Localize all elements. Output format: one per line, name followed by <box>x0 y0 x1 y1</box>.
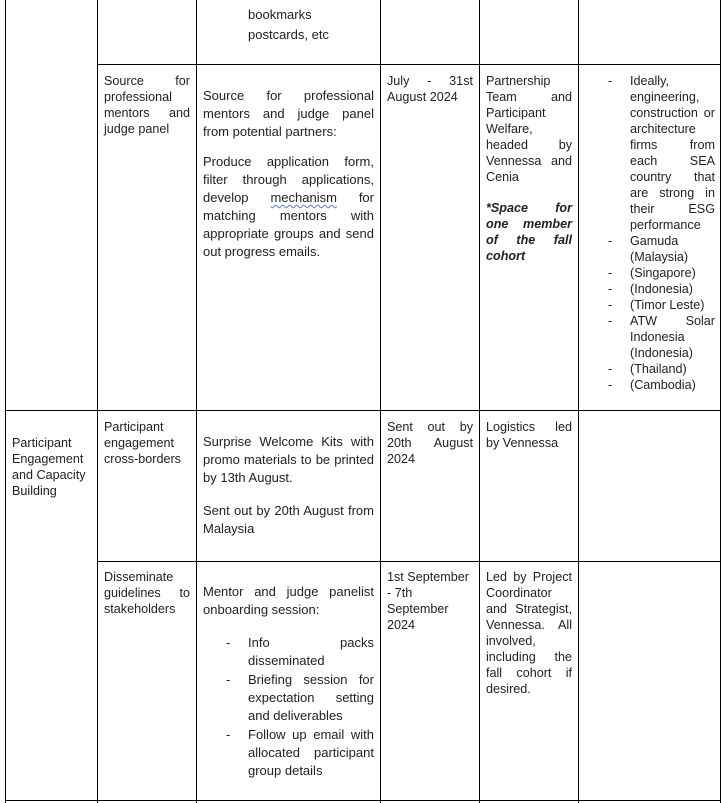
list-item: - Gamuda (Malaysia) <box>606 233 715 265</box>
row1-owner-note: *Space for one member of the fall cohort <box>486 201 572 263</box>
row3-owner: Led by Project Coordinator and Strategist, Vennessa. All involved, including the fall cohort if desired. <box>486 570 572 696</box>
list-item: - (Cambodia) <box>606 377 715 393</box>
list-item: - Briefing session for expectation setting and deliverables <box>203 671 374 725</box>
row1-owner: Partnership Team and Participant Welfare, headed by Vennessa and Cenia <box>486 74 572 184</box>
row2-owner: Logistics led by Vennessa <box>486 420 572 450</box>
list-item: - (Timor Leste) <box>606 297 715 313</box>
list-item: - (Indonesia) <box>606 281 715 297</box>
row2-plan-p2: Sent out by 20th August from Malaysia <box>203 503 374 536</box>
row3-plan-cell <box>203 583 374 780</box>
list-item: - Ideally, engineering, construction or architecture firms from each SEA country that are strong in their ESG performance <box>606 73 715 233</box>
row-divider <box>5 410 721 411</box>
row1-plan-p1: Source for professional mentors and judge panel from potential partners: <box>203 88 374 139</box>
plan-text: Produce application form, filter through applications, develop <box>203 154 374 205</box>
row3-activity: Disseminate guidelines to stakeholders <box>104 570 190 616</box>
onboarding-list <box>203 634 374 780</box>
table-border-left <box>5 0 6 803</box>
spellcheck-word: mechanism <box>270 190 337 205</box>
table-border-bottom <box>5 800 721 801</box>
column-divider <box>479 0 480 803</box>
row1-activity: Source for professional mentors and judge panel <box>104 74 190 136</box>
plan-text: for matching mentors with appropriate groups and send out progress emails. <box>203 190 374 259</box>
row2-activity: Participant engagement cross-borders <box>104 420 181 466</box>
column-divider <box>97 0 98 803</box>
row2-plan-p1: Surprise Welcome Kits with promo materials to be printed by 13th August. <box>203 434 374 485</box>
row-divider <box>97 64 721 65</box>
row1-owner-cell <box>486 73 572 264</box>
row1-timeline: July - 31st August 2024 <box>387 74 473 104</box>
column-divider <box>380 0 381 803</box>
list-item: - ATW Solar Indonesia (Indonesia) <box>606 313 715 361</box>
column-divider <box>578 0 579 803</box>
section-label: Participant Engagement and Capacity Building <box>12 436 86 498</box>
list-item: - Info packs disseminated <box>203 634 374 670</box>
list-item: - Follow up email with allocated participant group details <box>203 726 374 780</box>
column-divider <box>196 0 197 803</box>
row1-plan-cell <box>203 87 374 261</box>
row3-timeline: 1st September - 7th September 2024 <box>387 570 469 632</box>
row1-plan-p2 <box>203 153 374 261</box>
table-border-right <box>720 0 721 803</box>
plan-line: postcards, etc <box>248 27 329 42</box>
row0-plan-cell <box>248 6 373 44</box>
row1-partners-cell <box>606 73 715 393</box>
plan-line: bookmarks <box>248 7 312 22</box>
partner-list <box>606 73 715 393</box>
row3-plan-p1: Mentor and judge panelist onboarding session: <box>203 584 374 617</box>
row2-plan-cell <box>203 433 374 538</box>
row2-timeline: Sent out by 20th August 2024 <box>387 420 473 466</box>
list-item: - (Thailand) <box>606 361 715 377</box>
list-item: - (Singapore) <box>606 265 715 281</box>
row-divider <box>97 561 721 562</box>
